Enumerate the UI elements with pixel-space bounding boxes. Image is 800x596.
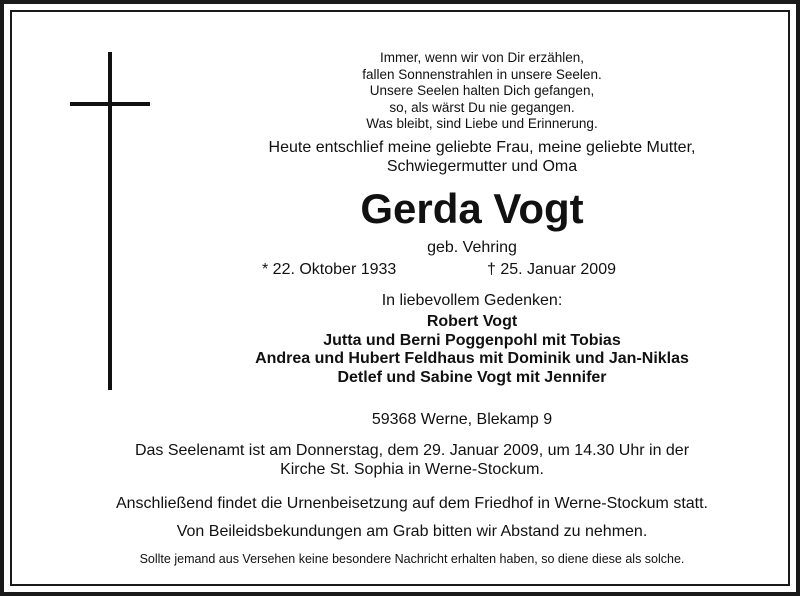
- obituary-card: [10, 10, 790, 586]
- mourner-name: Robert Vogt: [426, 313, 518, 330]
- intro-line: Heute entschlief meine geliebte Frau, meine geliebte Mutter,: [268, 139, 696, 156]
- service-line: Das Seelenamt ist am Donnerstag, dem 29. Januar 2009, um 14.30 Uhr in der: [134, 442, 690, 459]
- intro-text: [192, 138, 772, 176]
- intro-line: Schwiegermutter und Oma: [386, 158, 578, 175]
- cross-icon-bar: [70, 102, 150, 106]
- service-line: Kirche St. Sophia in Werne-Stockum.: [280, 460, 544, 478]
- burial-info: Anschließend findet die Urnenbeisetzung auf dem Friedhof in Werne-Stockum statt.: [115, 495, 708, 512]
- mourner-name: Jutta und Berni Poggenpohl mit Tobias: [323, 331, 621, 349]
- mourners-heading: In liebevollem Gedenken:: [381, 292, 563, 309]
- poem-line: Unsere Seelen halten Dich gefangen,: [369, 83, 595, 98]
- poem-line: Immer, wenn wir von Dir erzählen,: [379, 50, 585, 65]
- service-info: [52, 442, 772, 479]
- maiden-name: geb. Vehring: [427, 239, 517, 256]
- address: 59368 Werne, Blekamp 9: [371, 411, 553, 428]
- poem-line: so, als wärst Du nie gegangen.: [389, 99, 575, 115]
- birth-date: * 22. Oktober 1933: [262, 261, 397, 278]
- mourners-list: [192, 313, 752, 387]
- death-date: † 25. Januar 2009: [487, 261, 616, 278]
- mourner-name: Andrea und Hubert Feldhaus mit Dominik und Jan-Niklas: [255, 350, 689, 368]
- mourner-name: Detlef und Sabine Vogt mit Jennifer: [337, 368, 607, 386]
- poem: [332, 50, 632, 133]
- notice-text: Sollte jemand aus Versehen keine besondere Nachricht erhalten haben, so diene diese als solche.: [139, 552, 685, 566]
- deceased-name: Gerda Vogt: [360, 185, 584, 232]
- condolence-note: Von Beileidsbekundungen am Grab bitten wir Abstand zu nehmen.: [176, 523, 648, 540]
- poem-line: fallen Sonnenstrahlen in unsere Seelen.: [362, 66, 602, 82]
- poem-line: Was bleibt, sind Liebe und Erinnerung.: [366, 116, 598, 131]
